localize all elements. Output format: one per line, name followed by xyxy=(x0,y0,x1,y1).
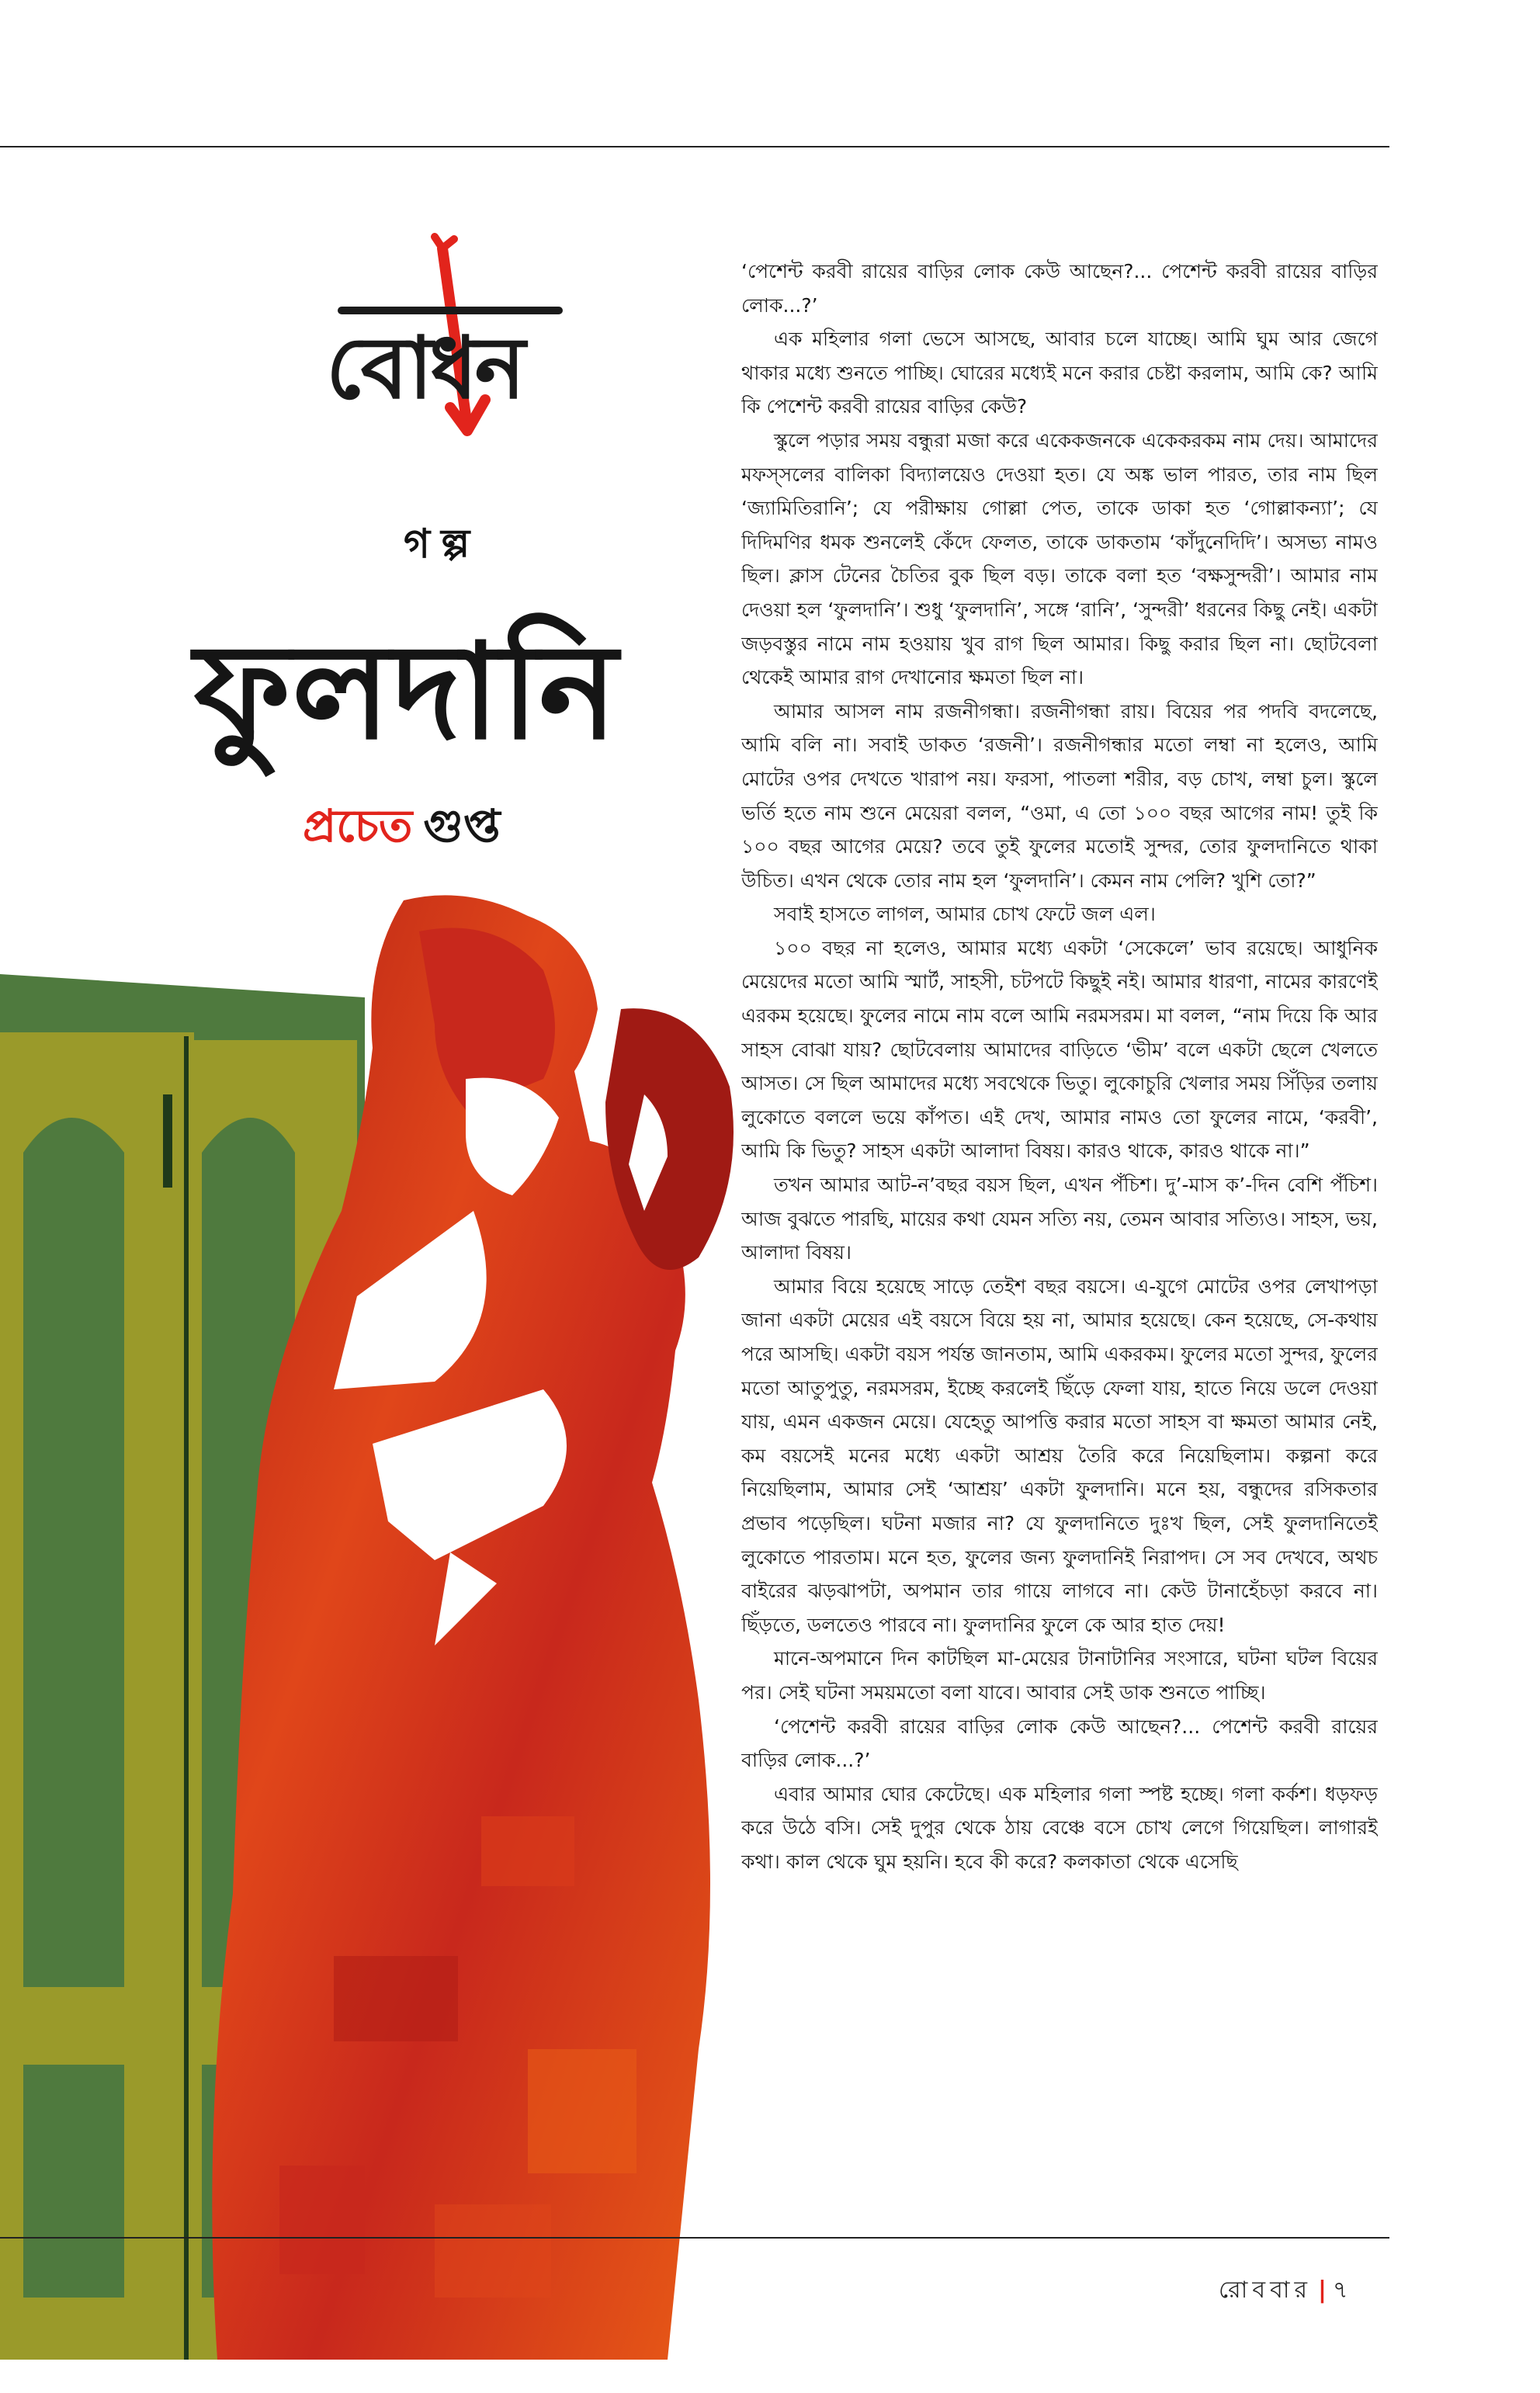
story-paragraph: ‘পেশেন্ট করবী রায়ের বাড়ির লোক কেউ আছেন?... পেশেন্ট করবী রায়ের বাড়ির লোক...?’ xyxy=(741,1715,1378,1772)
story-paragraph: মানে-অপমানে দিন কাটছিল মা-মেয়ের টানাটানির সংসারে, ঘটনা ঘটল বিয়ের পর। সেই ঘটনা সময়মতো বলা যাবে। আবার সেই ডাক শুনতে পাচ্ছি। xyxy=(741,1647,1378,1704)
story-paragraph: তখন আমার আট-ন’বছর বয়স ছিল, এখন পঁচিশ। দু’-মাস ক’-দিন বেশি পঁচিশ। আজ বুঝতে পারছি, মায়ের কথা যেমন সত্যি নয়, তেমন আবার সত্যিও। সাহস, ভয়, আলাদা বিষয়। xyxy=(741,1174,1378,1264)
story-paragraph: সবাই হাসতে লাগল, আমার চোখ ফেটে জল এল। xyxy=(774,903,1156,926)
page-number: ৭ xyxy=(1332,2277,1348,2304)
story-paragraph: আমার বিয়ে হয়েছে সাড়ে তেইশ বছর বয়সে। এ-যুগে মোটের ওপর লেখাপড়া জানা একটা মেয়ের এই বয়সে বিয়ে হয় না, আমার হয়েছে। কেন হয়েছে, সে-কথায় পরে আসছি। একটা বয়স পর্যন্ত জানতাম, আমি একরকম। ফুলের মতো সুন্দর, ফুলের মতো আতুপুতু, নরমসরম, ইচ্ছে করলেই ছিঁড়ে ফেলা যায়, হাতে নিয়ে ডলে দেওয়া যায়, এমন একজন মেয়ে। যেহেতু আপত্তি করার মতো সাহস বা ক্ষমতা আমার নেই, কম বয়সেই মনের মধ্যে একটা আশ্রয় তৈরি করে নিয়েছিলাম। কল্পনা করে নিয়েছিলাম, আমার সেই ‘আশ্রয়’ একটা ফুলদানি। মনে হয়, বন্ধুদের রসিকতার প্রভাব পড়েছিল। ঘটনা মজার না? যে ফুলদানিতে দুঃখ ছিল, সেই ফুলদানিতেই লুকোতে পারতাম। মনে হত, ফুলের জন্য ফুলদানিই নিরাপদ। সে সব দেখবে, অথচ বাইরের ঝড়ঝাপটা, অপমান তার গায়ে লাগবে না। কেউ টানাহেঁচড়া করবে না। ছিঁড়তে, ডলতেও পারবে না। ফুলদানির ফুলে কে আর হাত দেয়! xyxy=(741,1275,1378,1636)
top-rule xyxy=(0,146,1389,147)
story-title: ফুলদানি xyxy=(194,616,619,769)
author-byline xyxy=(303,792,501,867)
story-paragraph: ১০০ বছর না হলেও, আমার মধ্যে একটা ‘সেকেলে’ ভাব রয়েছে। আধুনিক মেয়েদের মতো আমি স্মার্ট, সাহসী, চটপটে কিছুই নই। আমার ধারণা, নামের কারণেই এরকম হয়েছে। ফুলের নামে নাম বলে আমি নরমসরম। মা বলল, “নাম দিয়ে কি আর সাহস বোঝা যায়? ছোটবেলায় আমাদের বাড়িতে ‘ভীম’ বলে একটা ছেলে খেলতে আসত। সে ছিল আমাদের মধ্যে সবথেকে ভিতু। লুকোচুরি খেলার সময় সিঁড়ির তলায় লুকোতে বললে ভয়ে কাঁপত। এই দেখ, আমার নামও তো ফুলের নামে, ‘করবী’, আমি কি ভিতু? সাহস একটা আলাদা বিষয়। কারও থাকে, কারও থাকে না।” xyxy=(741,936,1378,1163)
story-paragraph: এবার আমার ঘোর কেটেছে। এক মহিলার গলা স্পষ্ট হচ্ছে। গলা কর্কশ। ধড়ফড় করে উঠে বসি। সেই দুপুর থেকে ঠায় বেঞ্চে বসে চোখ লেগে গিয়েছিল। লাগারই কথা। কাল থেকে ঘুম হয়নি। হবে কী করে? কলকাতা থেকে এসেছি xyxy=(741,1782,1378,1873)
section-label: গল্প xyxy=(404,521,481,567)
bottom-rule xyxy=(0,2237,1389,2239)
story-body xyxy=(741,255,1378,2211)
story-paragraph: ‘পেশেন্ট করবী রায়ের বাড়ির লোক কেউ আছেন?... পেশেন্ট করবী রায়ের বাড়ির লোক...?’ xyxy=(741,260,1378,317)
logo-text: বোধন xyxy=(326,318,523,418)
story-paragraph: স্কুলে পড়ার সময় বন্ধুরা মজা করে একেকজনকে একেকরকম নাম দেয়। আমাদের মফস্সলের বালিকা বিদ্যালয়েও দেওয়া হত। যে অঙ্ক ভাল পারত, তার নাম ছিল ‘জ্যামিতিরানি’; যে পরীক্ষায় গোল্লা পেত, তাকে ডাকা হত ‘গোল্লাকন্যা’; যে দিদিমণির ধমক শুনলেই কেঁদে ফেলত, তাকে ডাকতাম ‘কাঁদুনেদিদি’। অসভ্য নামও ছিল। ক্লাস টেনের চৈতির বুক ছিল বড়। তাকে বলা হত ‘বক্ষসুন্দরী’। আমার নাম দেওয়া হল ‘ফুলদানি’। শুধু ‘ফুলদানি’, সঙ্গে ‘রানি’, ‘সুন্দরী’ ধরনের কিছু নেই। একটা জড়বস্তুর নামে নাম হওয়ায় খুব রাগ ছিল আমার। কিছু করার ছিল না। ছোটবেলা থেকেই আমার রাগ দেখানোর ক্ষমতা ছিল না। xyxy=(741,428,1378,689)
story-paragraph: আমার আসল নাম রজনীগন্ধা। রজনীগন্ধা রায়। বিয়ের পর পদবি বদলেছে, আমি বলি না। সবাই ডাকত ‘রজনী’। রজনীগন্ধার মতো লম্বা না হলেও, আমি মোটের ওপর দেখতে খারাপ নয়। ফরসা, পাতলা শরীর, বড় চোখ, লম্বা চুল। স্কুলে ভর্তি হতে নাম শুনে মেয়েরা বলল, “ওমা, এ তো ১০০ বছর আগের নাম! তুই কি ১০০ বছর আগের মেয়ে? তবে তুই ফুলের মতোই সুন্দর, তোর ফুলদানিতে থাকা উচিত। এখন থেকে তোর নাম হল ‘ফুলদানি’। কেমন নাম পেলি? খুশি তো?” xyxy=(741,699,1378,892)
author-first-name: প্রচেত xyxy=(303,799,413,852)
story-paragraph: এক মহিলার গলা ভেসে আসছে, আবার চলে যাচ্ছে। আমি ঘুম আর জেগে থাকার মধ্যে শুনতে পাচ্ছি। ঘোরের মধ্যেই মনে করার চেষ্টা করলাম, আমি কে? আমি কি পেশেন্ট করবী রায়ের বাড়ির কেউ? xyxy=(741,328,1378,418)
magazine-name: রোববার xyxy=(1219,2277,1312,2304)
bodhon-logo xyxy=(326,233,574,450)
page-footer xyxy=(1219,2271,1348,2311)
couple-illustration xyxy=(0,885,823,2360)
footer-separator: | xyxy=(1317,2277,1327,2304)
author-last-name: গুপ্ত xyxy=(423,799,501,852)
